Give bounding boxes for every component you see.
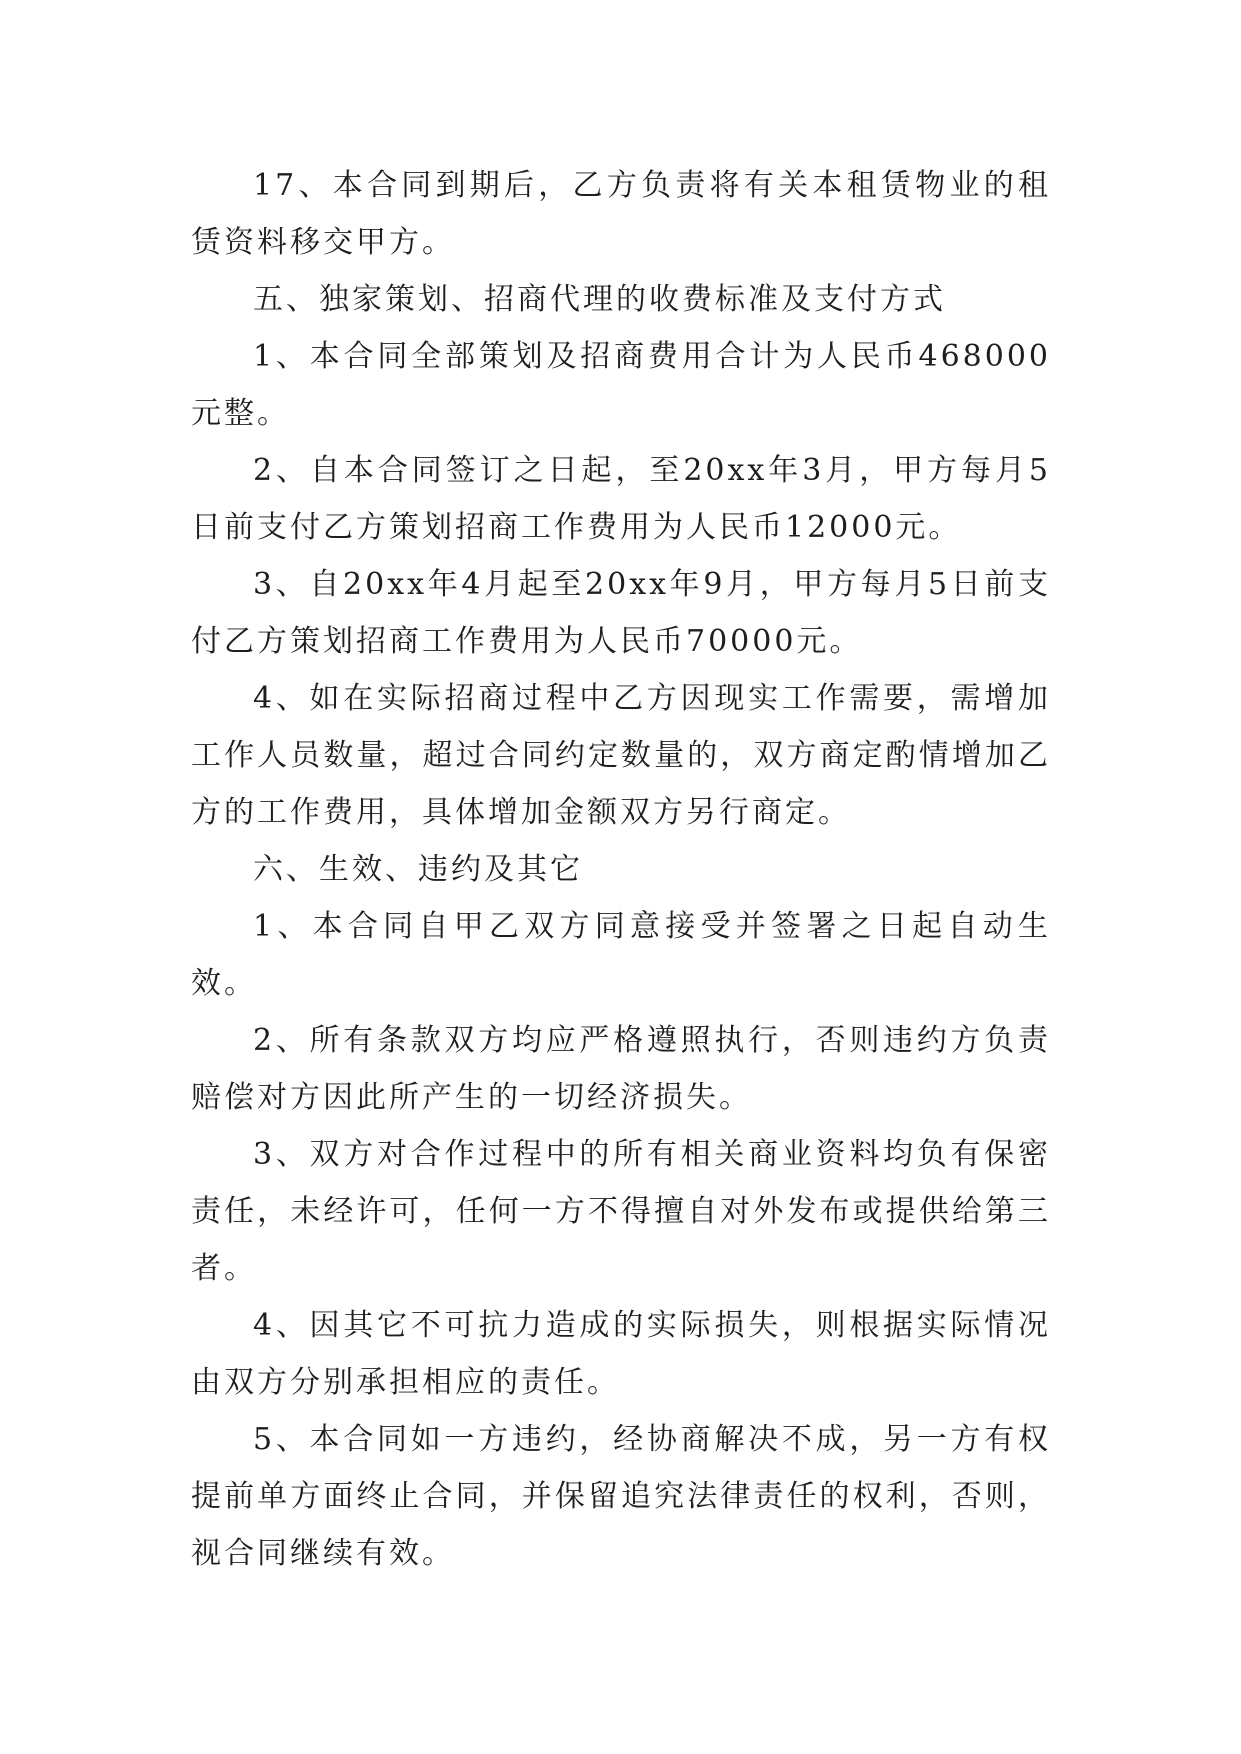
paragraph-fee-3: 3、自20xx年4月起至20xx年9月，甲方每月5日前支付乙方策划招商工作费用为人民币70000元。: [191, 567, 1051, 659]
paragraph-effect-4: 4、因其它不可抗力造成的实际损失，则根据实际情况由双方分别承担相应的责任。: [191, 1308, 1051, 1400]
section-heading-effect: 六、生效、违约及其它: [253, 852, 583, 887]
paragraph-fee-2: 2、自本合同签订之日起，至20xx年3月，甲方每月5日前支付乙方策划招商工作费用为人民币12000元。: [191, 453, 1051, 545]
paragraph-effect-3: 3、双方对合作过程中的所有相关商业资料均负有保密责任，未经许可，任何一方不得擅自对外发布或提供给第三者。: [191, 1137, 1051, 1286]
document-body: [191, 157, 1051, 1582]
paragraph-fee-1: 1、本合同全部策划及招商费用合计为人民币468000元整。: [191, 339, 1051, 431]
paragraph-effect-5: 5、本合同如一方违约，经协商解决不成，另一方有权提前单方面终止合同，并保留追究法律责任的权利，否则，视合同继续有效。: [191, 1422, 1051, 1571]
paragraph-effect-2: 2、所有条款双方均应严格遵照执行，否则违约方负责赔偿对方因此所产生的一切经济损失。: [191, 1023, 1051, 1115]
paragraph-clause-17: 17、本合同到期后，乙方负责将有关本租赁物业的租赁资料移交甲方。: [191, 168, 1051, 260]
section-heading-fees: 五、独家策划、招商代理的收费标准及支付方式: [253, 282, 946, 317]
paragraph-effect-1: 1、本合同自甲乙双方同意接受并签署之日起自动生效。: [191, 909, 1051, 1001]
paragraph-fee-4: 4、如在实际招商过程中乙方因现实工作需要，需增加工作人员数量，超过合同约定数量的，双方商定酌情增加乙方的工作费用，具体增加金额双方另行商定。: [191, 681, 1051, 830]
